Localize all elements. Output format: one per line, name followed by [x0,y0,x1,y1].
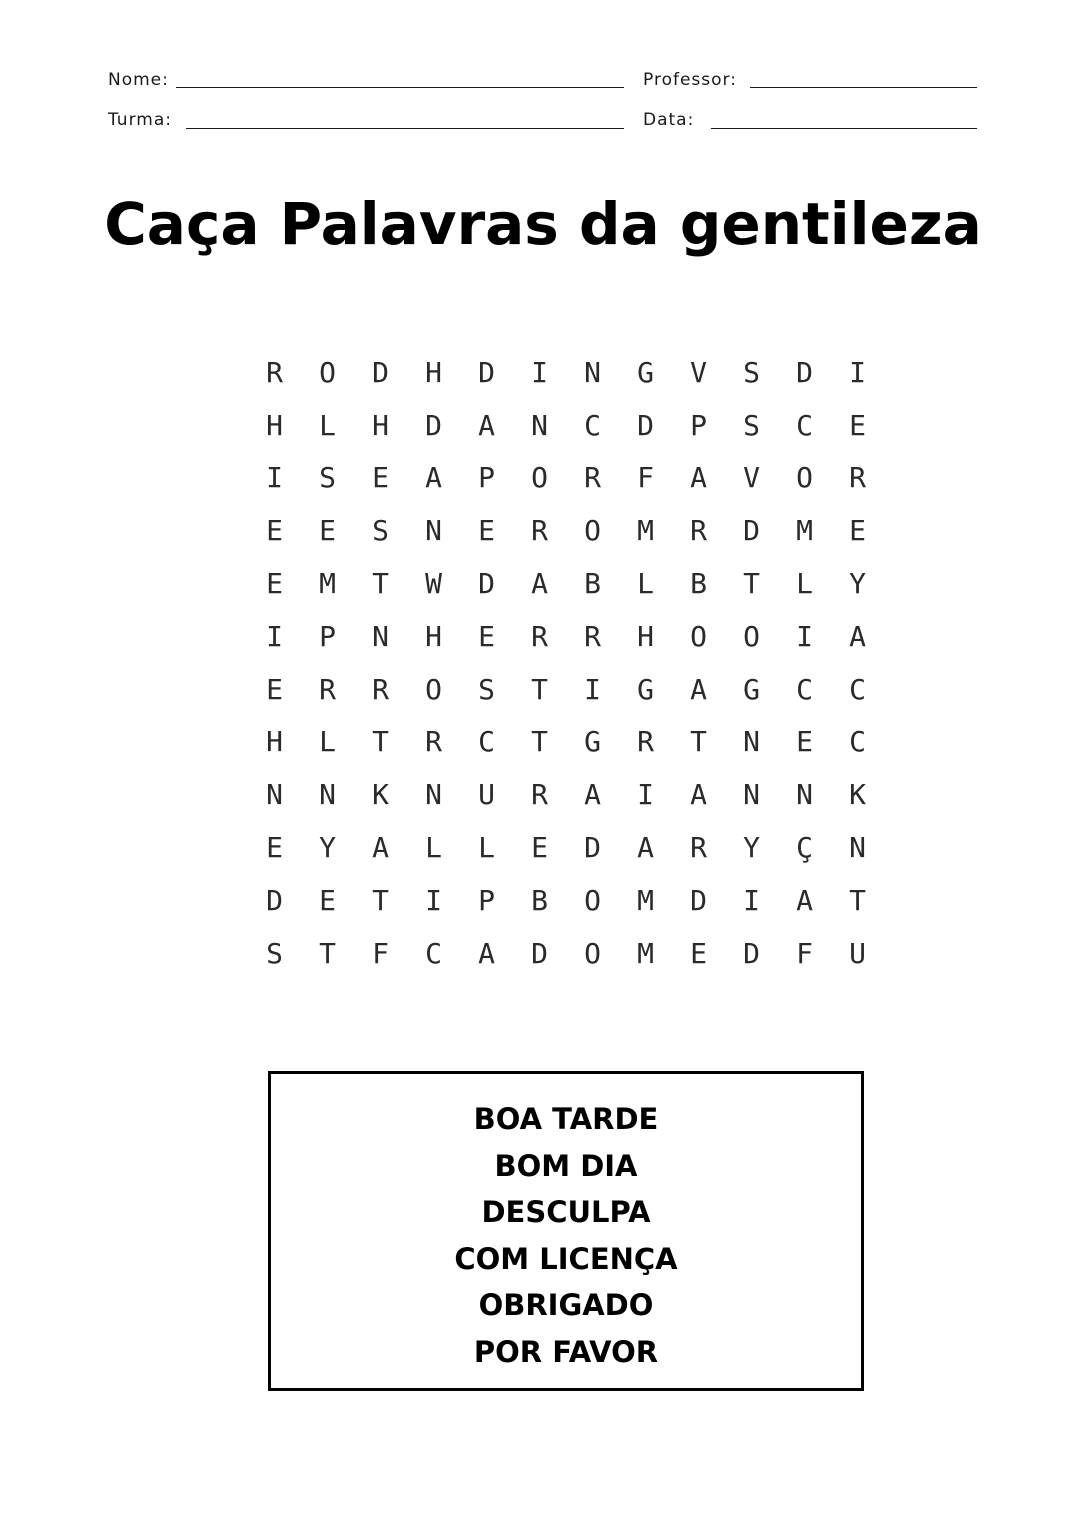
grid-letter[interactable]: D [531,936,548,970]
grid-letter[interactable]: N [425,778,442,812]
grid-letter[interactable]: A [637,831,654,865]
grid-letter[interactable]: D [743,514,760,548]
grid-letter[interactable]: D [743,936,760,970]
grid-letter[interactable]: A [849,619,866,653]
grid-letter[interactable]: T [531,725,548,759]
grid-letter[interactable]: H [425,619,442,653]
grid-letter[interactable]: T [372,725,389,759]
grid-letter[interactable]: D [690,883,707,917]
grid-letter[interactable]: T [743,567,760,601]
grid-letter[interactable]: P [478,883,495,917]
grid-letter[interactable]: R [319,672,336,706]
grid-letter[interactable]: H [637,619,654,653]
grid-row [248,399,884,452]
grid-letter[interactable]: O [743,619,760,653]
grid-letter[interactable]: T [319,936,336,970]
grid-letter[interactable]: S [372,514,389,548]
grid-letter[interactable]: A [531,567,548,601]
grid-letter[interactable]: C [478,725,495,759]
professor-label: Professor: [643,70,737,90]
grid-letter[interactable]: C [584,408,601,442]
grid-letter[interactable]: L [478,831,495,865]
grid-letter[interactable]: T [849,883,866,917]
grid-letter[interactable]: M [319,567,336,601]
grid-letter[interactable]: A [690,461,707,495]
grid-row [248,610,884,663]
grid-letter[interactable]: R [425,725,442,759]
grid-letter[interactable]: N [266,778,283,812]
grid-letter[interactable]: D [478,355,495,389]
grid-letter[interactable]: N [584,355,601,389]
nome-field-line[interactable] [176,87,624,88]
grid-letter[interactable]: G [637,672,654,706]
grid-letter[interactable]: T [372,567,389,601]
grid-letter[interactable]: L [796,567,813,601]
grid-letter[interactable]: I [637,778,654,812]
grid-letter[interactable]: I [796,619,813,653]
grid-letter[interactable]: H [425,355,442,389]
grid-letter[interactable]: R [531,619,548,653]
grid-letter[interactable]: E [849,514,866,548]
grid-letter[interactable]: I [849,355,866,389]
word-list [271,1096,861,1376]
grid-letter[interactable]: C [849,725,866,759]
grid-letter[interactable]: Y [849,567,866,601]
grid-letter[interactable]: E [319,514,336,548]
data-field-line[interactable] [711,128,977,129]
grid-letter[interactable]: E [796,725,813,759]
page-title: Caça Palavras da gentileza [104,190,982,258]
grid-letter[interactable]: B [531,883,548,917]
grid-letter[interactable]: U [849,936,866,970]
grid-letter[interactable]: O [425,672,442,706]
grid-letter[interactable]: D [796,355,813,389]
grid-letter[interactable]: N [372,619,389,653]
grid-letter[interactable]: H [266,725,283,759]
grid-letter[interactable]: Ç [796,831,813,865]
grid-letter[interactable]: O [584,514,601,548]
word-list-box [268,1071,864,1391]
grid-row [248,452,884,505]
grid-letter[interactable]: R [584,461,601,495]
grid-letter[interactable]: G [584,725,601,759]
grid-letter[interactable]: I [743,883,760,917]
grid-letter[interactable]: E [690,936,707,970]
grid-letter[interactable]: I [266,461,283,495]
grid-letter[interactable]: S [319,461,336,495]
grid-letter[interactable]: E [478,619,495,653]
grid-letter[interactable]: A [372,831,389,865]
grid-letter[interactable]: S [266,936,283,970]
grid-letter[interactable]: R [266,355,283,389]
grid-letter[interactable]: N [425,514,442,548]
grid-letter[interactable]: O [319,355,336,389]
grid-letter[interactable]: C [425,936,442,970]
grid-letter[interactable]: P [690,408,707,442]
grid-letter[interactable]: D [584,831,601,865]
professor-field-line[interactable] [750,87,977,88]
grid-letter[interactable]: E [266,514,283,548]
grid-letter[interactable]: E [531,831,548,865]
grid-letter[interactable]: D [425,408,442,442]
grid-letter[interactable]: Y [743,831,760,865]
grid-letter[interactable]: N [849,831,866,865]
grid-letter[interactable]: E [266,831,283,865]
grid-letter[interactable]: L [637,567,654,601]
grid-letter[interactable]: R [584,619,601,653]
grid-letter[interactable]: E [319,883,336,917]
turma-label: Turma: [108,110,172,130]
grid-letter[interactable]: S [743,355,760,389]
nome-label: Nome: [108,70,169,90]
grid-letter[interactable]: H [372,408,389,442]
grid-letter[interactable]: L [319,408,336,442]
grid-letter[interactable]: O [584,936,601,970]
grid-letter[interactable]: N [743,725,760,759]
grid-letter[interactable]: C [796,672,813,706]
word-list-item: POR FAVOR [473,1334,659,1369]
grid-letter[interactable]: R [531,778,548,812]
grid-letter[interactable]: A [690,672,707,706]
word-search-grid [248,346,884,980]
grid-letter[interactable]: E [478,514,495,548]
grid-letter[interactable]: L [425,831,442,865]
grid-letter[interactable]: D [266,883,283,917]
grid-letter[interactable]: S [743,408,760,442]
grid-letter[interactable]: U [478,778,495,812]
grid-row [248,874,884,927]
grid-row [248,504,884,557]
grid-letter[interactable]: N [531,408,548,442]
grid-letter[interactable]: P [319,619,336,653]
word-list-item: OBRIGADO [478,1288,654,1323]
grid-letter[interactable]: V [743,461,760,495]
grid-letter[interactable]: G [637,355,654,389]
grid-letter[interactable]: P [478,461,495,495]
grid-letter[interactable]: N [796,778,813,812]
grid-letter[interactable]: R [531,514,548,548]
turma-field-line[interactable] [186,128,624,129]
grid-letter[interactable]: C [849,672,866,706]
grid-letter[interactable]: D [372,355,389,389]
grid-letter[interactable]: A [478,408,495,442]
grid-letter[interactable]: E [266,567,283,601]
grid-letter[interactable]: R [849,461,866,495]
grid-letter[interactable]: I [425,883,442,917]
grid-row [248,346,884,399]
grid-letter[interactable]: E [372,461,389,495]
grid-letter[interactable]: K [849,778,866,812]
grid-letter[interactable]: V [690,355,707,389]
grid-letter[interactable]: R [690,514,707,548]
grid-letter[interactable]: A [478,936,495,970]
grid-row [248,821,884,874]
grid-letter[interactable]: F [372,936,389,970]
word-list-item: BOA TARDE [473,1102,659,1136]
grid-letter[interactable]: L [319,725,336,759]
grid-letter[interactable]: A [690,778,707,812]
grid-letter[interactable]: I [266,619,283,653]
grid-letter[interactable]: F [637,461,654,495]
grid-letter[interactable]: T [531,672,548,706]
grid-letter[interactable]: G [743,672,760,706]
grid-letter[interactable]: C [796,408,813,442]
grid-letter[interactable]: D [478,567,495,601]
grid-letter[interactable]: D [637,408,654,442]
grid-letter[interactable]: A [584,778,601,812]
grid-letter[interactable]: F [796,936,813,970]
grid-letter[interactable]: O [531,461,548,495]
grid-row [248,557,884,610]
grid-letter[interactable]: R [690,831,707,865]
word-list-item: DESCULPA [481,1195,651,1230]
grid-letter[interactable]: B [584,567,601,601]
grid-letter[interactable]: M [637,936,654,970]
grid-letter[interactable]: I [531,355,548,389]
grid-letter[interactable]: O [584,883,601,917]
grid-letter[interactable]: N [743,778,760,812]
grid-letter[interactable]: H [266,408,283,442]
grid-letter[interactable]: Y [319,831,336,865]
grid-row [248,663,884,716]
word-list-item: COM LICENÇA [454,1241,678,1276]
grid-row [248,927,884,980]
grid-letter[interactable]: E [849,408,866,442]
grid-letter[interactable]: T [690,725,707,759]
grid-letter[interactable]: O [690,619,707,653]
grid-letter[interactable]: M [637,883,654,917]
grid-letter[interactable]: M [796,514,813,548]
grid-letter[interactable]: T [372,883,389,917]
grid-letter[interactable]: S [478,672,495,706]
word-list-item: BOM DIA [494,1148,638,1183]
grid-letter[interactable]: R [637,725,654,759]
grid-letter[interactable]: W [425,567,442,601]
grid-letter[interactable]: R [372,672,389,706]
grid-row [248,768,884,821]
grid-letter[interactable]: B [690,567,707,601]
grid-letter[interactable]: E [266,672,283,706]
grid-letter[interactable]: K [372,778,389,812]
data-label: Data: [643,110,695,130]
grid-row [248,716,884,769]
grid-letter[interactable]: A [425,461,442,495]
grid-letter[interactable]: A [796,883,813,917]
grid-letter[interactable]: I [584,672,601,706]
grid-letter[interactable]: N [319,778,336,812]
grid-letter[interactable]: M [637,514,654,548]
grid-letter[interactable]: O [796,461,813,495]
